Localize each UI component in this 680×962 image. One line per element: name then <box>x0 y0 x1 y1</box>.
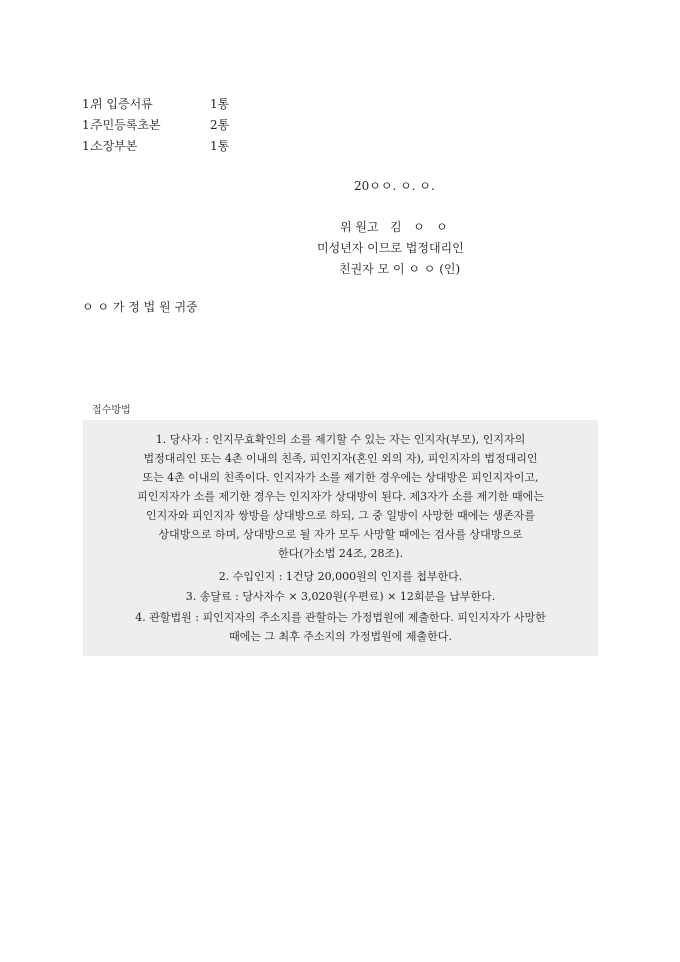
method-line: 한다(가소법 24조, 28조). <box>278 547 403 560</box>
document-date: 20ㅇㅇ. ㅇ. ㅇ. <box>354 179 435 193</box>
attachment-item <box>82 97 282 111</box>
attachment-count: 2통 <box>210 118 230 132</box>
guardian-signature: 친권자 모 이 ㅇ ㅇ (인) <box>339 262 461 276</box>
attachment-number: 1. <box>82 139 94 153</box>
method-line: 피인지자가 소를 제기한 경우는 인지자가 상대방이 된다. 제3자가 소를 제기한 때에는 <box>137 490 544 503</box>
attachment-name: 소장부본 <box>91 139 138 153</box>
plaintiff-signature: 위 원고 김 ㅇ ㅇ <box>340 220 448 234</box>
attachment-name: 주민등록초본 <box>91 118 161 132</box>
method-line: 2. 수입인지 : 1건당 20,000원의 인지를 첩부한다. <box>218 570 463 583</box>
method-line: 1. 당사자 : 인지무효확인의 소를 제기할 수 있는 자는 인지자(부모), 인지자의 <box>155 433 526 446</box>
filing-method-title: 접수방법 <box>92 405 131 416</box>
guardian-note: 미성년자 이므로 법정대리인 <box>317 241 464 255</box>
method-line: 인지자와 피인지자 쌍방을 상대방으로 하되, 그 중 일방이 사망한 때에는 생존자를 <box>145 509 536 522</box>
filing-method-box <box>83 420 598 656</box>
method-line: 3. 송달료 : 당사자수 × 3,020원(우편료) × 12회분을 납부한다. <box>185 590 496 603</box>
attachment-number: 1. <box>82 118 94 132</box>
attachment-count: 1통 <box>210 97 230 111</box>
method-line: 때에는 그 최후 주소지의 가정법원에 제출한다. <box>229 630 452 643</box>
attachment-count: 1통 <box>210 139 230 153</box>
method-line: 또는 4촌 이내의 친족이다. 인지자가 소를 제기한 경우에는 상대방은 피인지자이고, <box>142 471 539 484</box>
attachment-item <box>82 118 282 132</box>
court-addressee: ㅇ ㅇ 가 정 법 원 귀중 <box>82 300 198 314</box>
method-line: 4. 관할법원 : 피인지자의 주소지를 관할하는 가정법원에 제출한다. 피인지자가 사망한 <box>135 611 546 624</box>
method-line: 법정대리인 또는 4촌 이내의 친족, 피인지자(혼인 외의 자), 피인지자의 법정대리인 <box>143 452 538 465</box>
method-line: 상대방으로 하며, 상대방으로 될 자가 모두 사망할 때에는 검사를 상대방으로 <box>158 528 523 541</box>
attachment-item <box>82 139 282 153</box>
attachment-number: 1. <box>82 97 94 111</box>
attachment-list <box>82 97 282 157</box>
attachment-name: 위 입증서류 <box>91 97 153 111</box>
